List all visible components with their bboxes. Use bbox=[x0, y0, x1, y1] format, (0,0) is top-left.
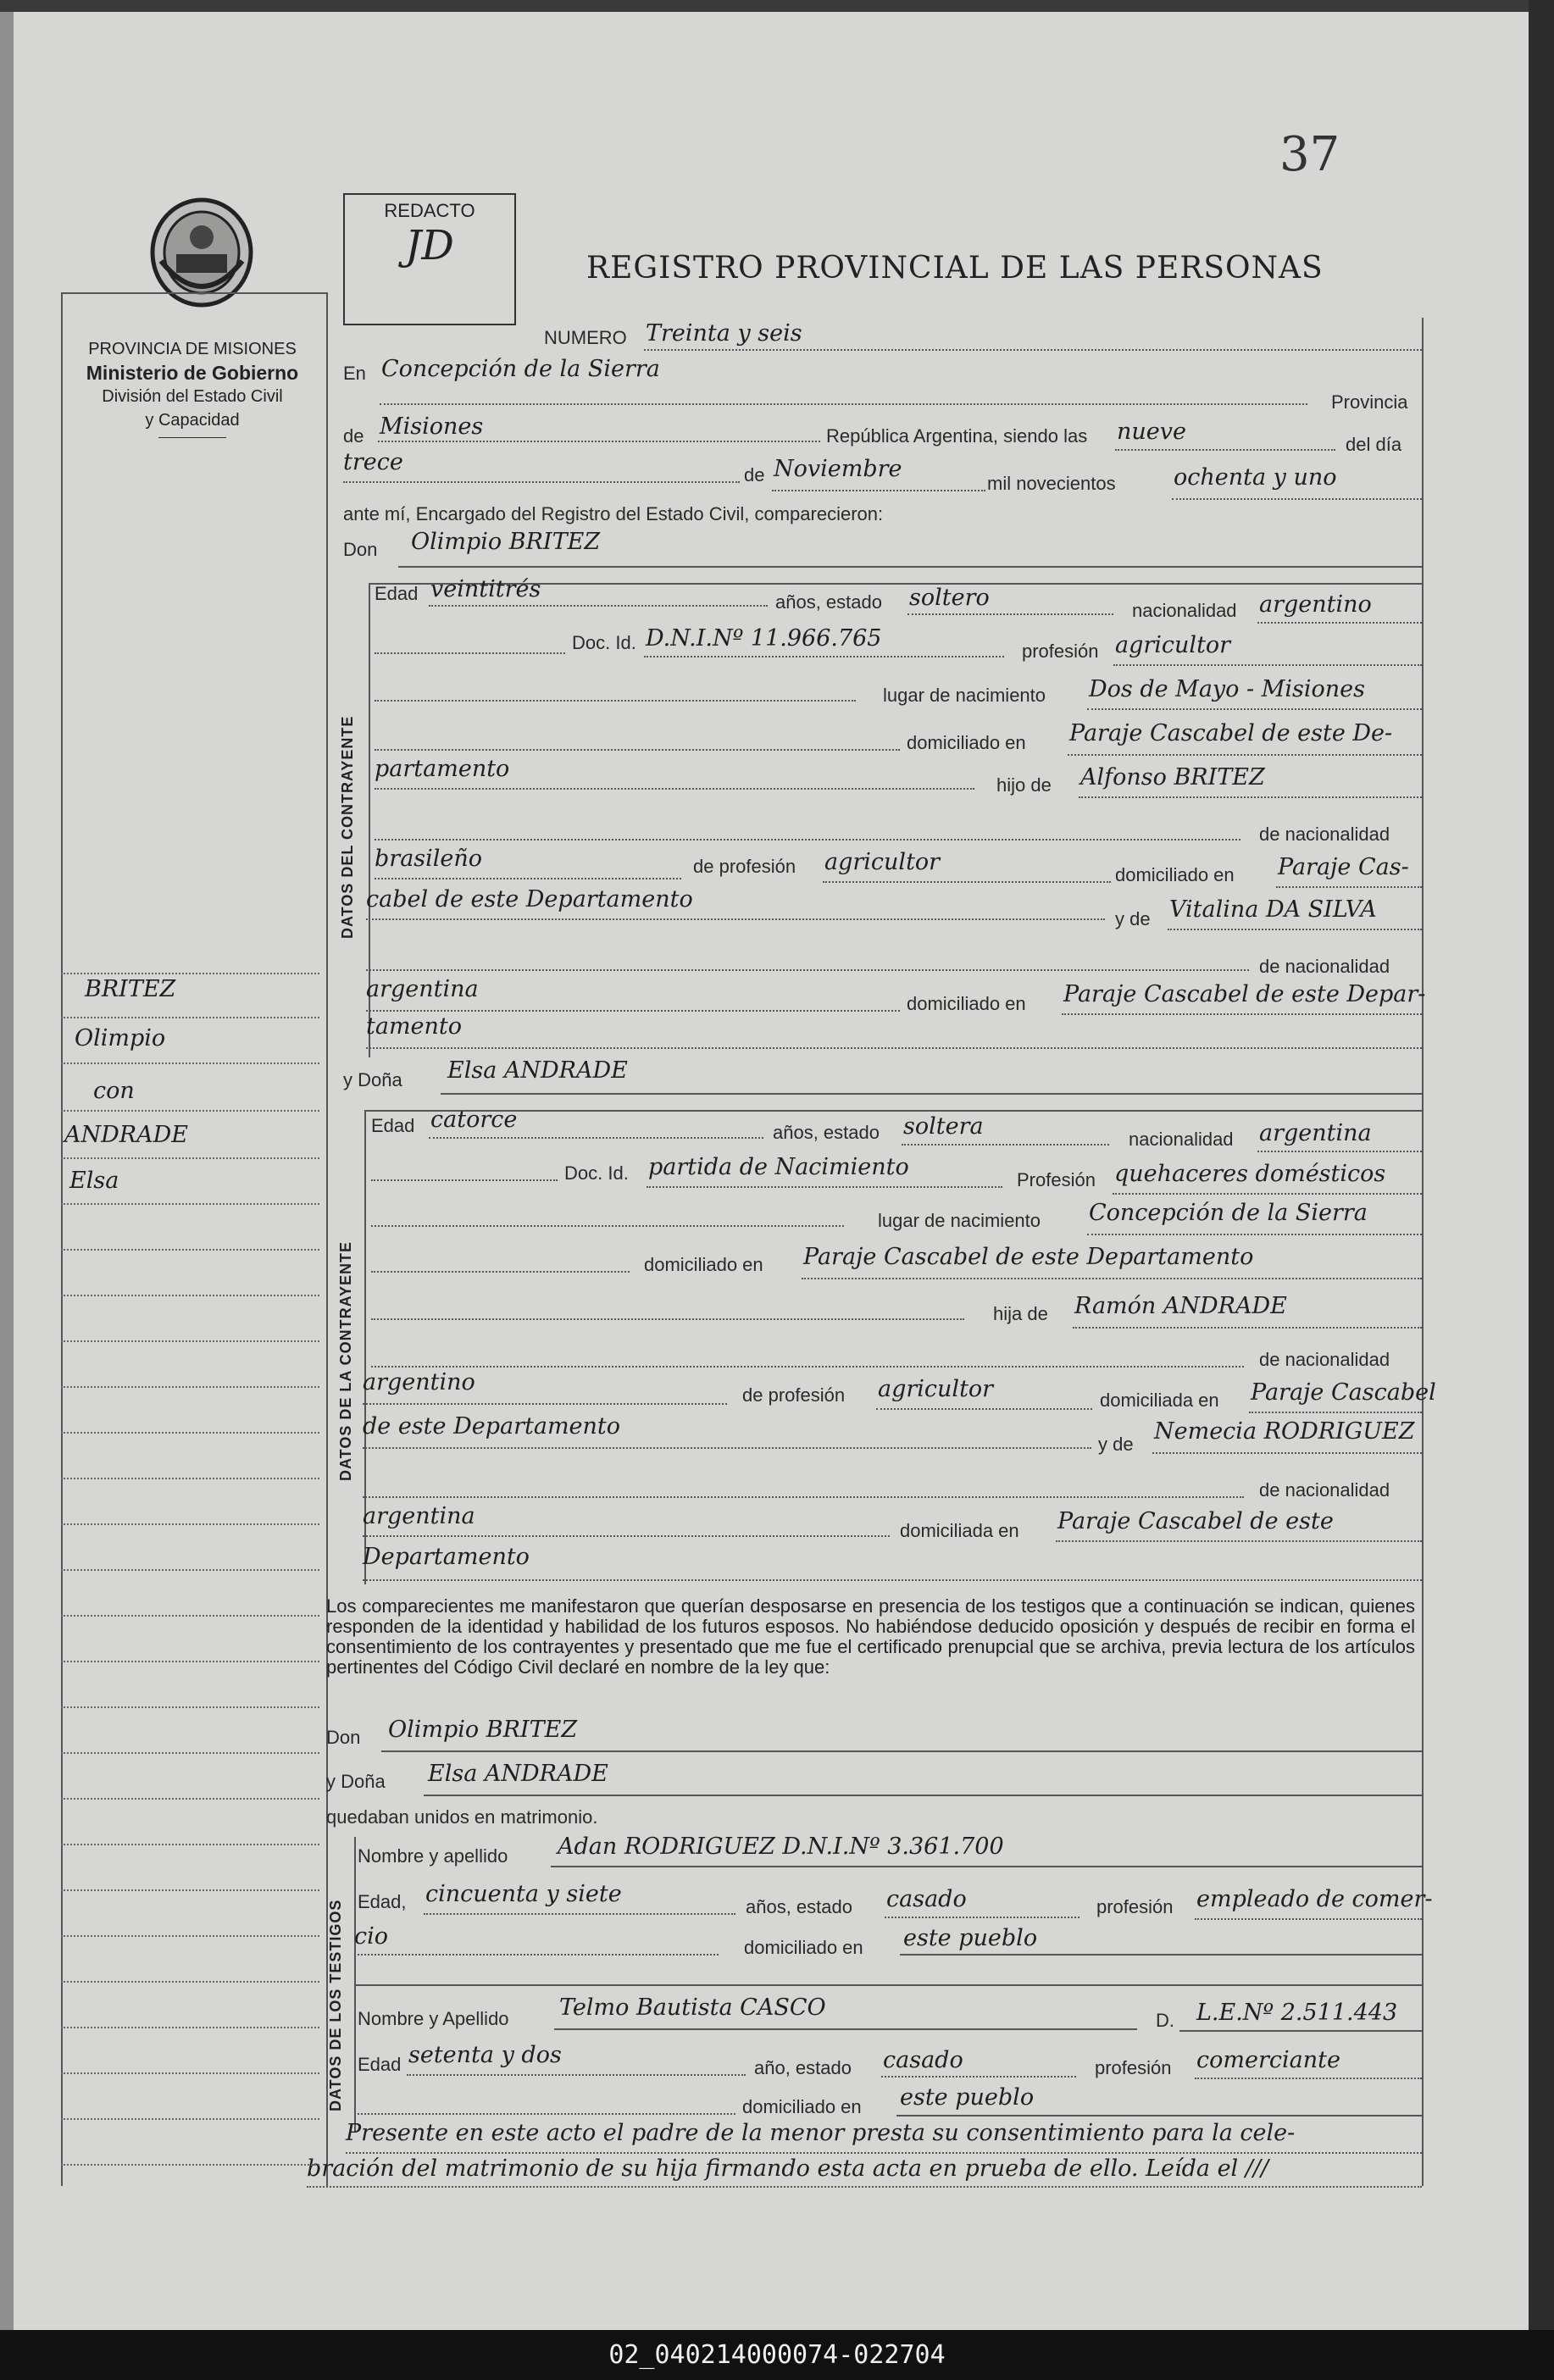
testigos-note-line-1 bbox=[346, 2152, 1422, 2154]
a-madre-nac-line bbox=[363, 1535, 890, 1537]
t1-estado-line bbox=[885, 1917, 1079, 1918]
ante-text: ante mí, Encargado del Registro del Estado Civil, comparecieron: bbox=[343, 503, 884, 524]
t1-prof-label: profesión bbox=[1096, 1896, 1174, 1917]
t2-dom-line bbox=[896, 2115, 1422, 2116]
a-nac-value: argentina bbox=[1259, 1120, 1372, 1146]
provincia-label: Provincia bbox=[1331, 391, 1408, 413]
c-madre-value: Vitalina DA SILVA bbox=[1169, 896, 1377, 923]
don-line bbox=[398, 566, 1422, 568]
c-padre-dom-2: cabel de este Departamento bbox=[366, 886, 693, 913]
a-madre-value: Nemecia RODRIGUEZ bbox=[1154, 1418, 1415, 1445]
a-dom-label: domiciliado en bbox=[644, 1254, 763, 1275]
c-doc-pre-line bbox=[375, 652, 565, 654]
t1-dom-value: este pueblo bbox=[903, 1925, 1038, 1951]
a-edad-value: catorce bbox=[430, 1107, 518, 1133]
t1-prof-line-1 bbox=[1195, 1918, 1422, 1920]
c-nac-line bbox=[1257, 622, 1422, 624]
a-madre-dom-line-2 bbox=[363, 1579, 1422, 1581]
numero-label: NUMERO bbox=[544, 327, 627, 348]
t2-prof-label: profesión bbox=[1095, 2057, 1172, 2078]
c-lugar-pre-line bbox=[375, 700, 856, 702]
a-edad-label: Edad bbox=[371, 1115, 415, 1136]
margin-row bbox=[61, 1340, 319, 1342]
margin-row bbox=[61, 1017, 319, 1018]
t2-doc-line bbox=[1179, 2030, 1422, 2032]
a-padre-prof-line bbox=[876, 1408, 1092, 1410]
t1-name-label: Nombre y apellido bbox=[358, 1845, 508, 1867]
declaration-text: Los comparecientes me manifestaron que querían desposarse en presencia de los testigos que a continuación se indican, quienes responden de la identidad y habilidad de los futuros esposos. No habiéndose deducido oposición y después de recibir en forma el consentimiento de los contrayentes y presentado que me fue el certificado prenupcial que se archiva, previa lectura de los artículos pertinentes del Código Civil declaré en nombre de la ley que: bbox=[326, 1595, 1415, 1678]
margin-row bbox=[61, 1062, 319, 1064]
a-de-nac-label: de nacionalidad bbox=[1259, 1349, 1390, 1370]
a-padre-nac: argentino bbox=[363, 1369, 475, 1395]
dona-label: y Doña bbox=[343, 1069, 402, 1090]
c-madre-nac-pre-line bbox=[366, 969, 1249, 971]
de-value: Misiones bbox=[380, 413, 484, 440]
a-de-prof-label: de profesión bbox=[742, 1384, 846, 1406]
document-title: REGISTRO PROVINCIAL DE LAS PERSONAS bbox=[586, 251, 1324, 286]
t1-prof-line-2 bbox=[354, 1954, 719, 1956]
t1-name-value: Adan RODRIGUEZ D.N.I.Nº 3.361.700 bbox=[558, 1834, 1004, 1860]
c-doc-label: Doc. Id. bbox=[572, 632, 636, 653]
a-padre-nac-line bbox=[363, 1403, 727, 1405]
decl-don-value: Olimpio BRITEZ bbox=[388, 1717, 578, 1743]
a-edad-line bbox=[429, 1137, 763, 1139]
t2-edad-line bbox=[407, 2074, 746, 2076]
file-id-footer: 02_040214000074-022704 bbox=[0, 2330, 1554, 2380]
a-doc-pre-line bbox=[371, 1179, 558, 1181]
t1-prof-value-1: empleado de comer- bbox=[1196, 1886, 1433, 1912]
margin-surname-1: BRITEZ bbox=[85, 976, 176, 1002]
t2-estado-value: casado bbox=[883, 2047, 963, 2073]
c-madre-dom-1: Paraje Cascabel de este Depar- bbox=[1063, 981, 1426, 1007]
dia-line bbox=[343, 481, 740, 483]
margin-top-line bbox=[61, 292, 326, 294]
c-doc-line bbox=[644, 656, 1004, 657]
decl-dona-value: Elsa ANDRADE bbox=[428, 1761, 608, 1787]
contrayenta-section-label: DATOS DE LA CONTRAYENTE bbox=[337, 1240, 354, 1481]
a-nac-label: nacionalidad bbox=[1129, 1129, 1234, 1150]
province-block bbox=[61, 337, 324, 438]
t1-estado-value: casado bbox=[886, 1886, 967, 1912]
decl-dona-label: y Doña bbox=[326, 1771, 386, 1792]
testigos-note-1: Presente en este acto el padre de la menor presta su consentimiento para la cele- bbox=[346, 2120, 1296, 2146]
de-label: de bbox=[343, 425, 364, 447]
margin-row bbox=[61, 1203, 319, 1205]
t2-prof-value: comerciante bbox=[1196, 2047, 1340, 2073]
a-prof-line bbox=[1113, 1193, 1422, 1195]
provincial-seal-icon bbox=[142, 193, 261, 312]
margin-left-line bbox=[61, 292, 63, 2186]
a-prof-label: Profesión bbox=[1017, 1169, 1096, 1190]
testigos-section-label: DATOS DE LOS TESTIGOS bbox=[327, 1899, 344, 2111]
mes-value: Noviembre bbox=[774, 456, 902, 482]
dona-line bbox=[441, 1093, 1422, 1095]
c-dom-label: domiciliado en bbox=[907, 732, 1026, 753]
c-madre-nac: argentina bbox=[366, 976, 479, 1002]
margin-row bbox=[61, 2118, 319, 2120]
del-dia-label: del día bbox=[1346, 434, 1402, 455]
c-de-nac2-label: de nacionalidad bbox=[1259, 956, 1390, 977]
c-edad-label: Edad bbox=[375, 583, 419, 604]
c-nac-label: nacionalidad bbox=[1132, 600, 1237, 621]
a-padre-line bbox=[1073, 1327, 1422, 1329]
decl-closing: quedaban unidos en matrimonio. bbox=[326, 1806, 598, 1828]
t2-anos-label: año, estado bbox=[754, 2057, 852, 2078]
a-madre-dom-1: Paraje Cascabel de este bbox=[1057, 1508, 1334, 1534]
a-madre-nac-pre-line bbox=[363, 1496, 1244, 1498]
a-padre-dom-1: Paraje Cascabel bbox=[1251, 1379, 1436, 1406]
c-madre-line bbox=[1168, 929, 1422, 930]
testigos-note-line-2 bbox=[307, 2186, 1422, 2188]
t2-doc-value: L.E.Nº 2.511.443 bbox=[1196, 2000, 1398, 2026]
margin-row bbox=[61, 1523, 319, 1525]
margin-row bbox=[61, 1661, 319, 1662]
t1-name-line bbox=[551, 1866, 1422, 1867]
t2-prof-line bbox=[1195, 2078, 1422, 2079]
anio-line bbox=[1172, 498, 1422, 500]
anio-value: ochenta y uno bbox=[1174, 464, 1337, 491]
c-madre-dom-line-1 bbox=[1062, 1013, 1422, 1015]
a-padre-dom-label: domiciliada en bbox=[1100, 1390, 1219, 1411]
c-y-de-label: y de bbox=[1115, 908, 1151, 929]
a-padre-dom-2: de este Departamento bbox=[363, 1413, 621, 1440]
t1-end-line bbox=[354, 1984, 1422, 1986]
province-divider bbox=[158, 437, 226, 438]
t2-dom-label: domiciliado en bbox=[742, 2096, 862, 2117]
margin-row bbox=[61, 1889, 319, 1891]
de2-label: de bbox=[744, 464, 765, 485]
t1-dom-line bbox=[900, 1954, 1422, 1956]
c-padre-dom-line-2 bbox=[366, 918, 1105, 920]
c-padre-value: Alfonso BRITEZ bbox=[1080, 764, 1265, 791]
dona-value: Elsa ANDRADE bbox=[447, 1057, 628, 1084]
a-prof-value: quehaceres domésticos bbox=[1114, 1161, 1386, 1187]
a-doc-value: partida de Nacimiento bbox=[648, 1154, 909, 1180]
a-estado-line bbox=[902, 1144, 1109, 1146]
margin-row bbox=[61, 1935, 319, 1937]
margin-row bbox=[61, 1569, 319, 1571]
page-number: 37 bbox=[1279, 127, 1340, 182]
t2-name-value: Telmo Bautista CASCO bbox=[559, 1994, 826, 2021]
dona-line-2 bbox=[364, 1110, 1422, 1112]
mes-line bbox=[772, 490, 985, 491]
a-lugar-value: Concepción de la Sierra bbox=[1089, 1200, 1368, 1226]
redacto-label: REDACTO bbox=[384, 200, 475, 221]
c-dom-value-2: partamento bbox=[375, 756, 510, 782]
a-madre-line bbox=[1152, 1452, 1422, 1454]
margin-row bbox=[61, 1615, 319, 1617]
margin-row bbox=[61, 1752, 319, 1754]
margin-row bbox=[61, 1478, 319, 1479]
a-padre-dom-line-1 bbox=[1249, 1412, 1422, 1413]
c-padre-nac: brasileño bbox=[375, 846, 483, 872]
a-dom-value: Paraje Cascabel de este Departamento bbox=[803, 1244, 1254, 1270]
a-lugar-label: lugar de nacimiento bbox=[878, 1210, 1041, 1231]
margin-name-2: Elsa bbox=[69, 1168, 119, 1194]
c-madre-dom-2: tamento bbox=[366, 1013, 463, 1040]
c-madre-dom-label: domiciliado en bbox=[907, 993, 1026, 1014]
en-line bbox=[380, 403, 1307, 405]
margin-row bbox=[61, 973, 319, 974]
c-madre-nac-line bbox=[366, 1010, 900, 1012]
margin-row bbox=[61, 1798, 319, 1800]
c-nac-value: argentino bbox=[1259, 591, 1372, 618]
c-edad-line bbox=[429, 605, 768, 607]
margin-row bbox=[61, 1844, 319, 1845]
division-name-2: y Capacidad bbox=[145, 411, 240, 430]
c-lugar-value: Dos de Mayo - Misiones bbox=[1089, 676, 1365, 702]
c-padre-prof: agricultor bbox=[824, 849, 941, 875]
de-line bbox=[378, 441, 820, 442]
page-top-edge bbox=[0, 0, 1554, 12]
c-dom-line-2 bbox=[375, 788, 974, 790]
a-de-nac2-label: de nacionalidad bbox=[1259, 1479, 1390, 1501]
c-estado-value: soltero bbox=[909, 585, 990, 611]
a-lugar-pre-line bbox=[371, 1225, 844, 1227]
c-doc-value: D.N.I.Nº 11.966.765 bbox=[646, 625, 882, 652]
c-estado-line bbox=[907, 613, 1113, 615]
a-madre-dom-2: Departamento bbox=[363, 1544, 530, 1570]
a-lugar-line bbox=[1087, 1234, 1422, 1235]
c-lugar-label: lugar de nacimiento bbox=[883, 685, 1046, 706]
t2-name-line bbox=[554, 2028, 1137, 2030]
c-prof-value: agricultor bbox=[1115, 632, 1231, 658]
margin-row bbox=[61, 2164, 319, 2166]
a-nac-line bbox=[1257, 1151, 1422, 1152]
republica-label: República Argentina, siendo las bbox=[826, 425, 1088, 447]
c-prof-line bbox=[1113, 664, 1422, 666]
page-binding bbox=[0, 0, 14, 2330]
don-value: Olimpio BRITEZ bbox=[411, 529, 601, 555]
c-anos-label: años, estado bbox=[775, 591, 882, 613]
ministry-name: Ministerio de Gobierno bbox=[86, 362, 299, 384]
margin-row bbox=[61, 2072, 319, 2074]
margin-row bbox=[61, 1110, 319, 1112]
t2-edad-value: setenta y dos bbox=[408, 2042, 562, 2068]
a-madre-nac: argentina bbox=[363, 1503, 475, 1529]
c-dom-line-1 bbox=[1068, 754, 1422, 756]
c-padre-prof-line bbox=[823, 881, 1111, 883]
t2-dom-pre-line bbox=[354, 2113, 735, 2115]
c-edad-value: veintitrés bbox=[430, 576, 541, 602]
t1-edad-value: cincuenta y siete bbox=[425, 1881, 622, 1907]
division-name: División del Estado Civil bbox=[102, 387, 283, 406]
hora-line bbox=[1115, 449, 1335, 451]
a-padre-nac-pre-line bbox=[371, 1366, 1244, 1368]
c-padre-dom-1: Paraje Cas- bbox=[1278, 854, 1409, 880]
a-madre-dom-line-1 bbox=[1056, 1540, 1422, 1542]
margin-row bbox=[61, 1706, 319, 1708]
margin-row bbox=[61, 1249, 319, 1251]
redacto-box bbox=[343, 193, 516, 325]
decl-don-line bbox=[381, 1750, 1422, 1752]
t1-edad-line bbox=[424, 1913, 735, 1915]
a-anos-label: años, estado bbox=[773, 1122, 880, 1143]
decl-don-label: Don bbox=[326, 1727, 361, 1748]
margin-row bbox=[61, 2027, 319, 2028]
margin-row bbox=[61, 1981, 319, 1983]
c-padre-line bbox=[1079, 796, 1422, 798]
c-prof-label: profesión bbox=[1022, 641, 1099, 662]
t2-dom-value: este pueblo bbox=[900, 2084, 1035, 2111]
decl-dona-line bbox=[424, 1795, 1422, 1796]
margin-row bbox=[61, 1432, 319, 1434]
c-padre-nac-pre-line bbox=[375, 839, 1240, 840]
t1-edad-label: Edad, bbox=[358, 1891, 407, 1912]
a-dom-line bbox=[802, 1278, 1422, 1279]
a-padre-value: Ramón ANDRADE bbox=[1074, 1293, 1287, 1319]
a-estado-value: soltera bbox=[903, 1113, 984, 1140]
a-padre-prof: agricultor bbox=[878, 1376, 994, 1402]
hora-value: nueve bbox=[1117, 419, 1186, 445]
margin-name-1: Olimpio bbox=[75, 1025, 166, 1051]
redacto-mark: JD bbox=[405, 222, 454, 269]
en-value: Concepción de la Sierra bbox=[381, 356, 660, 382]
margin-row bbox=[61, 1295, 319, 1296]
a-madre-dom-label: domiciliada en bbox=[900, 1520, 1019, 1541]
a-doc-line bbox=[647, 1186, 1002, 1188]
c-madre-dom-line-2 bbox=[366, 1047, 1422, 1049]
c-padre-nac-line bbox=[375, 878, 681, 879]
t1-dom-label: domiciliado en bbox=[744, 1937, 863, 1958]
mil-label: mil novecientos bbox=[987, 473, 1116, 494]
testigos-note-2: bración del matrimonio de su hija firmando esta acta en prueba de ello. Leída el /// bbox=[307, 2155, 1269, 2182]
a-hija-pre-line bbox=[371, 1318, 964, 1320]
c-dom-pre-line bbox=[375, 749, 900, 751]
numero-value: Treinta y seis bbox=[646, 320, 802, 347]
margin-con: con bbox=[93, 1078, 135, 1104]
t1-prof-value-2: cio bbox=[354, 1923, 389, 1950]
t1-anos-label: años, estado bbox=[746, 1896, 852, 1917]
province-name: PROVINCIA DE MISIONES bbox=[88, 340, 297, 358]
contrayente-section-label: DATOS DEL CONTRAYENTE bbox=[339, 715, 356, 939]
c-hijo-label: hijo de bbox=[996, 774, 1052, 796]
a-dom-pre-line bbox=[371, 1271, 630, 1273]
t2-doc-label: D. bbox=[1156, 2010, 1174, 2031]
a-hija-label: hija de bbox=[993, 1303, 1048, 1324]
t2-edad-label: Edad bbox=[358, 2054, 402, 2075]
c-dom-value-1: Paraje Cascabel de este De- bbox=[1069, 720, 1393, 746]
don-label: Don bbox=[343, 539, 378, 560]
dia-value: trece bbox=[343, 449, 403, 475]
t2-estado-line bbox=[881, 2076, 1076, 2078]
t2-name-label: Nombre y Apellido bbox=[358, 2008, 509, 2029]
a-padre-dom-line-2 bbox=[363, 1447, 1091, 1449]
margin-surname-2: ANDRADE bbox=[64, 1122, 188, 1148]
c-lugar-line bbox=[1087, 708, 1422, 710]
margin-row bbox=[61, 1157, 319, 1159]
margin-row bbox=[61, 1386, 319, 1388]
en-label: En bbox=[343, 363, 366, 384]
c-de-prof-label: de profesión bbox=[693, 856, 796, 877]
numero-line bbox=[644, 349, 1422, 351]
a-y-de-label: y de bbox=[1098, 1434, 1134, 1455]
a-doc-label: Doc. Id. bbox=[564, 1162, 629, 1184]
c-padre-dom-line-1 bbox=[1276, 886, 1422, 888]
c-de-nac-label: de nacionalidad bbox=[1259, 824, 1390, 845]
page-right-edge bbox=[1529, 0, 1554, 2330]
c-padre-dom-label: domiciliado en bbox=[1115, 864, 1235, 885]
